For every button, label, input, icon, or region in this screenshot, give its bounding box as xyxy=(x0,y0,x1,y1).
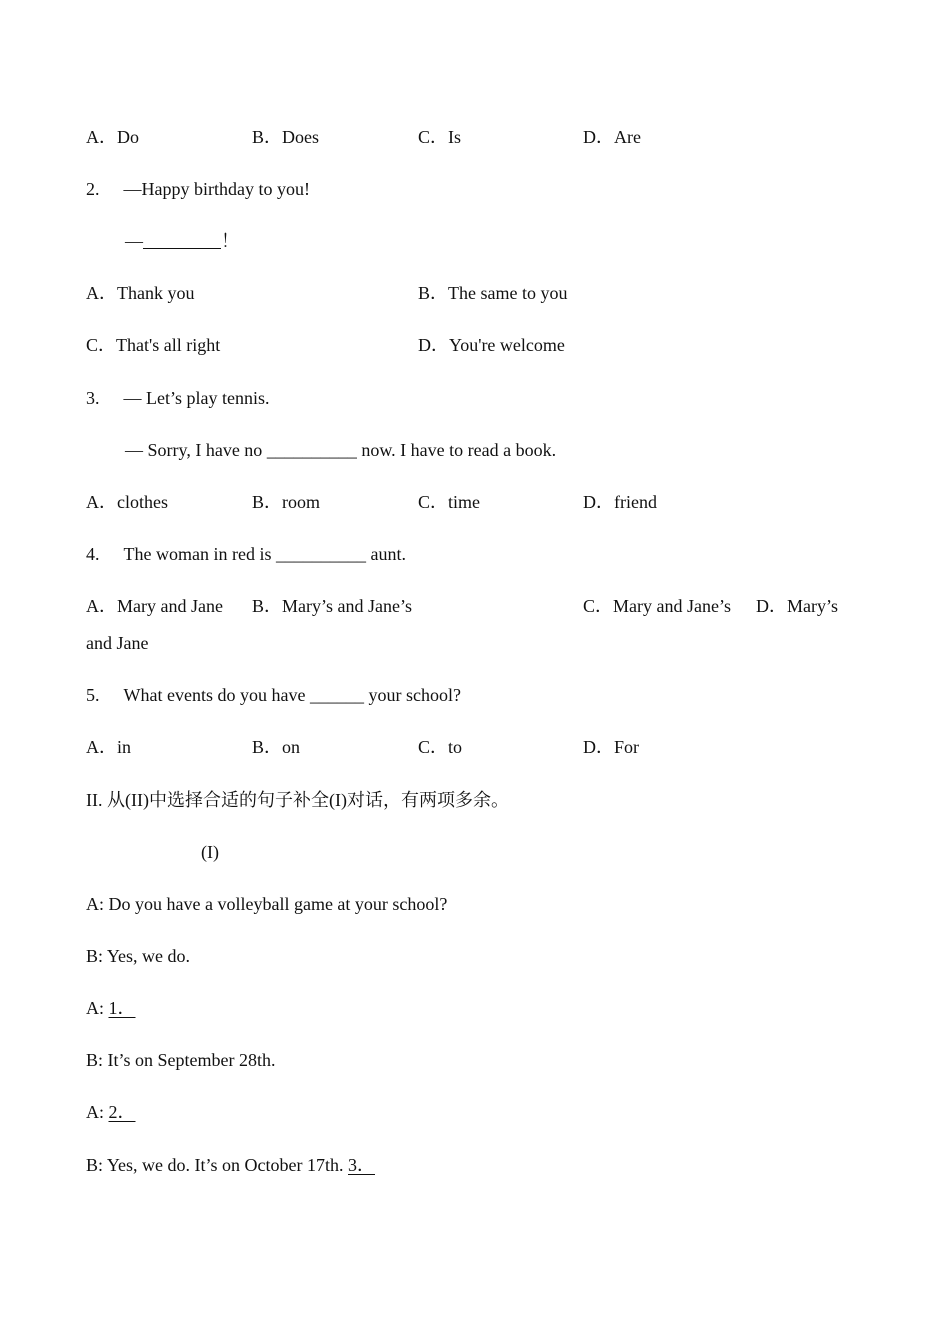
q4-option-c[interactable]: C．Mary and Jane’s xyxy=(583,596,731,616)
q2-reply-line xyxy=(125,229,239,253)
q2-number: 2. xyxy=(86,179,100,199)
q2-option-c[interactable]: C．That's all right xyxy=(86,335,221,355)
q1-option-c[interactable]: C．Is xyxy=(418,127,462,147)
q4-option-b[interactable]: B．Mary’s and Jane’s xyxy=(252,596,412,616)
q2-stem: —Happy birthday to you! xyxy=(123,179,310,199)
q5-stem-blank: ______ xyxy=(309,685,364,705)
q4-stem-blank: __________ xyxy=(275,544,366,564)
q1-option-b[interactable]: B．Does xyxy=(252,127,319,147)
q4-stem-after: aunt. xyxy=(365,544,406,564)
q3-option-c[interactable]: C．time xyxy=(418,492,480,512)
q2-reply-prefix: — xyxy=(125,231,143,251)
q3-option-d[interactable]: D．friend xyxy=(583,492,657,512)
q4-stem-before: The woman in red is xyxy=(123,544,276,564)
q1-option-d[interactable]: D．Are xyxy=(583,127,641,147)
q4-number: 4. xyxy=(86,544,100,564)
q4-option-d-wrap: and Jane xyxy=(86,633,149,653)
q5-option-c[interactable]: C．to xyxy=(418,737,463,757)
dialogue-text: B: Yes, we do. xyxy=(86,946,191,966)
q2-reply-suffix: ！ xyxy=(221,231,239,251)
dialogue-line-6 xyxy=(86,1153,376,1177)
dialogue-line-2 xyxy=(86,944,190,968)
section2-part-label: (I) xyxy=(201,842,219,862)
dialogue-text: B: Yes, we do. It’s on October 17th. xyxy=(86,1155,348,1175)
q1-option-a[interactable]: A．Do xyxy=(86,127,139,147)
dialogue-text: A: Do you have a volleyball game at your school? xyxy=(86,894,448,914)
q2-option-a[interactable]: A．Thank you xyxy=(86,283,195,303)
q3-reply-before: — Sorry, I have no xyxy=(125,440,267,460)
q3-option-a[interactable]: A．clothes xyxy=(86,492,168,512)
q5-stem-line xyxy=(86,683,461,707)
q5-stem-before: What events do you have xyxy=(123,685,310,705)
q4-stem-line xyxy=(86,542,406,566)
dialogue-blank-2[interactable]: 2． xyxy=(108,1102,136,1122)
q3-number: 3. xyxy=(86,388,100,408)
q3-stem: — Let’s play tennis. xyxy=(123,388,270,408)
dialogue-blank-3[interactable]: 3． xyxy=(348,1155,375,1175)
dialogue-text: A: xyxy=(86,998,109,1018)
dialogue-text: B: It’s on September 28th. xyxy=(86,1050,276,1070)
dialogue-text: A: xyxy=(86,1102,109,1122)
q4-option-d[interactable]: D．Mary’s xyxy=(756,596,838,616)
q3-reply-line xyxy=(125,438,556,462)
dialogue-line-5 xyxy=(86,1100,137,1124)
q3-reply-blank: __________ xyxy=(266,440,357,460)
q4-option-a[interactable]: A．Mary and Jane xyxy=(86,596,223,616)
q2-option-d[interactable]: D．You're welcome xyxy=(418,335,565,355)
q3-reply-after: now. I have to read a book. xyxy=(356,440,557,460)
section2-heading: II. 从(II)中选择合适的句子补全(I)对话，有两项多余。 xyxy=(86,790,509,810)
q2-reply-blank xyxy=(143,230,221,249)
q5-stem-after: your school? xyxy=(363,685,461,705)
q5-number: 5. xyxy=(86,685,100,705)
q2-stem-line xyxy=(86,177,310,201)
dialogue-line-4 xyxy=(86,1048,275,1072)
q3-stem-line xyxy=(86,386,269,410)
q2-option-b[interactable]: B．The same to you xyxy=(418,283,568,303)
dialogue-line-3 xyxy=(86,996,137,1020)
q5-option-a[interactable]: A．in xyxy=(86,737,131,757)
dialogue-blank-1[interactable]: 1． xyxy=(108,998,136,1018)
q5-option-d[interactable]: D．For xyxy=(583,737,640,757)
q5-option-b[interactable]: B．on xyxy=(252,737,301,757)
q3-option-b[interactable]: B．room xyxy=(252,492,321,512)
dialogue-line-1 xyxy=(86,892,447,916)
